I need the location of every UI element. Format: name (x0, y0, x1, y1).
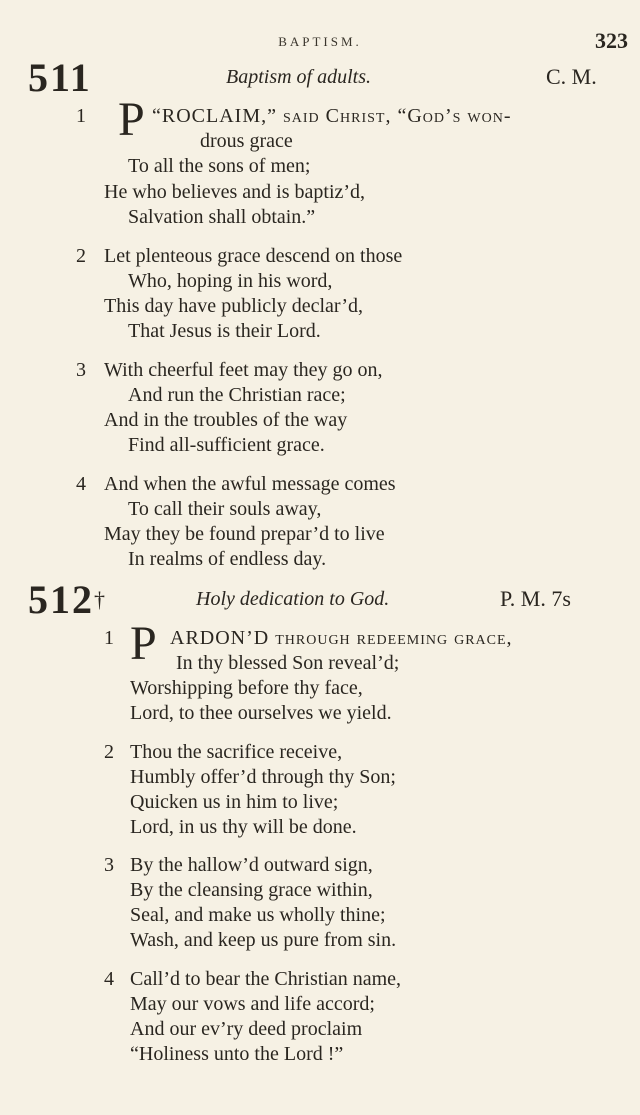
hymn-dagger: † (94, 587, 107, 612)
verse-line: drous grace (200, 130, 293, 152)
verse-line: Lord, to thee ourselves we yield. (130, 702, 392, 724)
verse-line: Who, hoping in his word, (128, 270, 333, 292)
verse-line: Quicken us in him to live; (130, 791, 339, 813)
verse-line: And run the Christian race; (128, 384, 346, 406)
verse-line: To all the sons of men; (128, 155, 311, 177)
drop-cap: P (130, 617, 157, 670)
stanza-number: 2 (104, 741, 114, 763)
verse-line: Wash, and keep us pure from sin. (130, 929, 397, 951)
verse-line: He who believes and is baptiz’d, (104, 181, 366, 203)
verse-line: With cheerful feet may they go on, (104, 359, 383, 381)
drop-cap: P (118, 93, 145, 146)
verse-line: And when the awful message comes (104, 473, 396, 495)
stanza-number: 3 (104, 854, 114, 876)
stanza-number: 3 (76, 359, 86, 381)
hymn-title: Holy dedication to God. (196, 588, 390, 610)
verse-line: ARDON’D through redeeming grace, (170, 627, 513, 649)
stanza-number: 1 (76, 105, 86, 127)
verse-line: Salvation shall obtain.” (128, 206, 316, 228)
verse-line: This day have publicly declar’d, (104, 295, 363, 317)
verse-line: Worshipping before thy face, (130, 677, 363, 699)
page-number: 323 (595, 28, 628, 53)
hymn-title: Baptism of adults. (226, 66, 372, 88)
hymn-header (0, 55, 640, 100)
verse-line: In thy blessed Son reveal’d; (176, 652, 400, 674)
hymn-number: 511 (28, 55, 92, 100)
verse-line: “Holiness unto the Lord !” (130, 1043, 344, 1065)
verse-line: To call their souls away, (128, 498, 322, 520)
verse-line: May they be found prepar’d to live (104, 523, 385, 545)
running-head: BAPTISM. (278, 34, 362, 49)
verse-line: Call’d to bear the Christian name, (130, 968, 402, 990)
verse-line: Lord, in us thy will be done. (130, 816, 357, 838)
verse-line: “ROCLAIM,” said Christ, “God’s won- (152, 105, 512, 127)
verse-line: By the cleansing grace within, (130, 879, 373, 901)
verse-line: By the hallow’d outward sign, (130, 854, 373, 876)
stanza-number: 4 (76, 473, 86, 495)
verse-line: Humbly offer’d through thy Son; (130, 766, 396, 788)
stanza-number: 2 (76, 245, 86, 267)
stanza-number: 1 (104, 627, 114, 649)
verse-line: May our vows and life accord; (130, 993, 375, 1015)
verse-line: That Jesus is their Lord. (128, 320, 321, 342)
verse-line: Let plenteous grace descend on those (104, 245, 403, 267)
stanza-number: 4 (104, 968, 114, 990)
hymn-header (0, 577, 640, 622)
verse-line: In realms of endless day. (128, 548, 327, 570)
hymn-number: 512† (28, 577, 107, 622)
verse-line: And in the troubles of the way (104, 409, 348, 431)
hymn-meter: C. M. (546, 64, 597, 89)
hymn-meter: P. M. 7s (500, 586, 571, 611)
verse-line: Seal, and make us wholly thine; (130, 904, 386, 926)
verse-line: And our ev’ry deed proclaim (130, 1018, 363, 1040)
verse-line: Find all-sufficient grace. (128, 434, 325, 456)
verse-line: Thou the sacrifice receive, (130, 741, 343, 763)
